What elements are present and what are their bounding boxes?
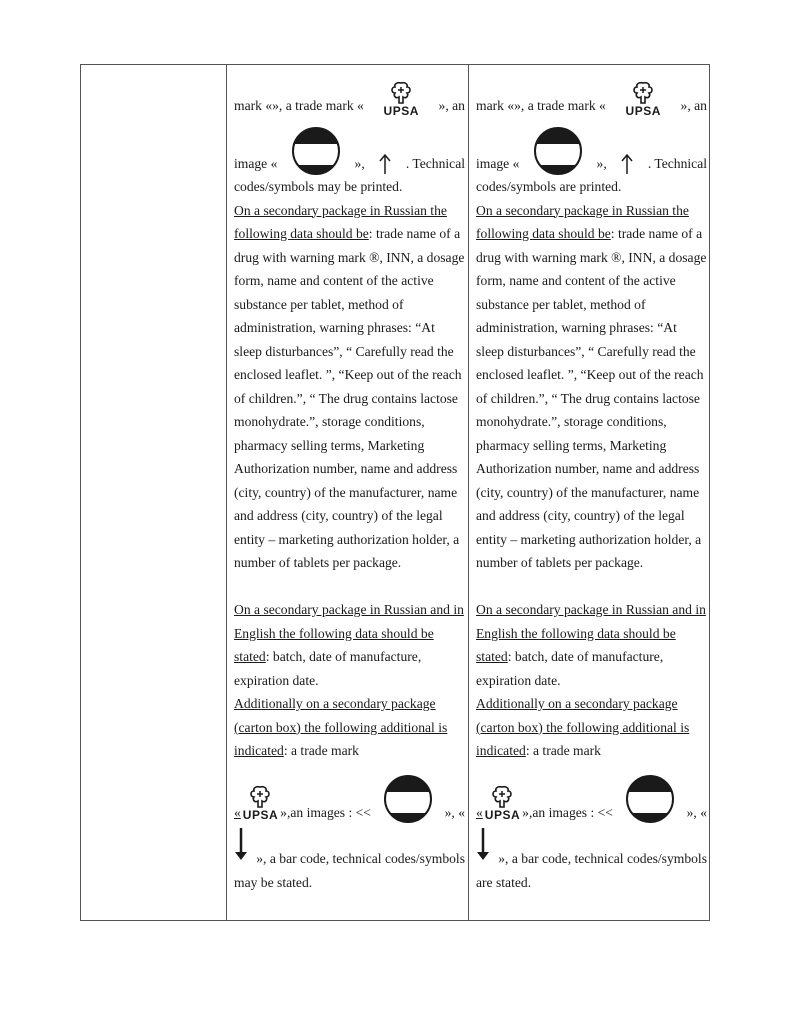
bar-code-text: », a bar code, technical codes/symbols [498, 851, 707, 866]
body-line: drug with warning mark ®, INN, a dosage [476, 249, 707, 265]
stated-rest: : batch, date of manufacture, [507, 649, 664, 664]
bar-code-line [476, 825, 707, 871]
tablet-image-icon [383, 773, 433, 825]
codes-printed-text: codes/symbols are printed. [476, 179, 622, 194]
upsa-logo-text: UPSA [383, 104, 419, 118]
secondary-package-heading: On a secondary package in Russian the [476, 202, 689, 218]
mark-line [476, 65, 707, 117]
indicated-rest: : a trade mark [525, 743, 601, 758]
expiration-text: expiration date. [476, 672, 561, 688]
final-line: are stated. [476, 874, 532, 890]
body-line: Authorization number, name and address [476, 461, 700, 476]
mark-line-text: mark «», a trade mark « [234, 97, 364, 113]
mark-line-end: », an [680, 97, 707, 113]
tablet-image-icon [291, 127, 341, 175]
arrow-up-icon [620, 153, 634, 175]
mark-line-end: », an [438, 97, 465, 113]
secondary-package-heading-2 [234, 222, 465, 246]
english-heading-1: On a secondary package in Russian and in [234, 602, 464, 617]
body-line: enclosed leaflet. ”, “Keep out of the reach [476, 367, 704, 382]
indicated-underlined: indicated [234, 743, 284, 758]
underlined-heading-part: following data should be [234, 226, 369, 241]
tablet-image-icon [533, 127, 583, 175]
trademark-open-quote: « [234, 805, 241, 820]
body-line: sleep disturbances”, “ Carefully read the [234, 343, 454, 359]
body-line: and address (city, country) of the legal [234, 508, 443, 523]
upsa-emblem-icon [390, 81, 412, 105]
stated-underlined: stated [234, 649, 266, 664]
english-heading-2: English the following data should be [234, 625, 434, 641]
column-divider-1 [226, 65, 227, 920]
body-line: pharmacy selling terms, Marketing [234, 437, 425, 453]
body-last-line: number of tablets per package. [476, 555, 644, 570]
image-line [234, 117, 465, 175]
image-line-end: . Technical [405, 155, 465, 171]
final-line: may be stated. [234, 874, 313, 890]
secondary-package-heading: On a secondary package in Russian the [234, 202, 447, 218]
english-heading-3 [234, 645, 465, 669]
body-line: form, name and content of the active [476, 273, 676, 288]
body-paragraph [476, 246, 707, 552]
underlined-heading-part: following data should be [476, 226, 611, 241]
body-last-line: number of tablets per package. [234, 555, 402, 570]
image-line-mid: », [354, 155, 365, 171]
body-line: monohydrate.”, storage conditions, [476, 414, 667, 429]
additional-heading-2: (carton box) the following additional is [234, 719, 448, 735]
body-line: (city, country) of the manufacturer, name [234, 484, 458, 500]
body-line: substance per tablet, method of [476, 296, 646, 312]
body-line: and address (city, country) of the legal [476, 508, 685, 523]
body-line: monohydrate.”, storage conditions, [234, 414, 425, 429]
trademark-images-text: »,an images : << [522, 805, 613, 820]
upsa-logo [626, 81, 661, 117]
body-line: Authorization number, name and address [234, 461, 458, 476]
right-text-column [476, 65, 707, 894]
body-line: drug with warning mark ®, INN, a dosage [234, 249, 465, 265]
trademark-close-quote: », « [686, 805, 707, 820]
body-paragraph [234, 246, 465, 552]
expiration-text: expiration date. [234, 672, 319, 688]
additional-heading-1: Additionally on a secondary package [234, 696, 436, 711]
upsa-logo-text: UPSA [242, 807, 279, 822]
column-divider-2 [468, 65, 469, 920]
body-line: of children.”, “ The drug contains lactose [476, 390, 700, 406]
heading-rest: : trade name of a [610, 226, 703, 241]
image-line-end: . Technical [647, 155, 707, 171]
body-line: of children.”, “ The drug contains lactose [234, 390, 458, 406]
stated-underlined: stated [476, 649, 508, 664]
upsa-emblem-icon [491, 785, 513, 809]
upsa-logo-small [485, 785, 520, 821]
indicated-underlined: indicated [476, 743, 526, 758]
body-line: administration, warning phrases: “At [476, 320, 677, 335]
upsa-logo [384, 81, 419, 117]
upsa-emblem-icon [632, 81, 654, 105]
image-line-mid: », [596, 155, 607, 171]
english-heading-2: English the following data should be [476, 625, 676, 641]
trademark-images-line [476, 763, 707, 825]
english-heading-1: On a secondary package in Russian and in [476, 602, 706, 617]
body-line: pharmacy selling terms, Marketing [476, 437, 667, 453]
image-line-text: image « [476, 155, 520, 171]
additional-heading-1: Additionally on a secondary package [476, 696, 678, 711]
body-line: substance per tablet, method of [234, 296, 404, 312]
upsa-logo-text: UPSA [484, 807, 521, 822]
trademark-images-line [234, 763, 465, 825]
body-line: entity – marketing authorization holder, a [234, 531, 460, 547]
additional-heading-3 [234, 739, 465, 763]
left-text-column [234, 65, 465, 894]
body-line: sleep disturbances”, “ Carefully read the [476, 343, 696, 359]
bar-code-line [234, 825, 465, 871]
image-line-text: image « [234, 155, 278, 171]
upsa-emblem-icon [249, 785, 271, 809]
bar-code-text: », a bar code, technical codes/symbols [256, 851, 465, 866]
body-line: (city, country) of the manufacturer, name [476, 484, 700, 500]
tablet-image-icon [625, 773, 675, 825]
mark-line [234, 65, 465, 117]
trademark-open-quote: « [476, 805, 483, 820]
english-heading-3 [476, 645, 707, 669]
trademark-images-text: »,an images : << [280, 805, 371, 820]
heading-rest: : trade name of a [368, 226, 461, 241]
upsa-logo-small [243, 785, 278, 821]
mark-line-text: mark «», a trade mark « [476, 97, 606, 113]
additional-heading-3 [476, 739, 707, 763]
body-line: form, name and content of the active [234, 273, 434, 288]
additional-heading-2: (carton box) the following additional is [476, 719, 690, 735]
body-line: administration, warning phrases: “At [234, 320, 435, 335]
indicated-rest: : a trade mark [283, 743, 359, 758]
trademark-close-quote: », « [444, 805, 465, 820]
body-line: enclosed leaflet. ”, “Keep out of the reach [234, 367, 462, 382]
codes-printed-text: codes/symbols may be printed. [234, 179, 403, 194]
arrow-up-icon [378, 153, 392, 175]
content-table [80, 64, 710, 921]
upsa-logo-text: UPSA [625, 104, 661, 118]
secondary-package-heading-2 [476, 222, 707, 246]
image-line [476, 117, 707, 175]
stated-rest: : batch, date of manufacture, [265, 649, 422, 664]
body-line: entity – marketing authorization holder, a [476, 531, 702, 547]
